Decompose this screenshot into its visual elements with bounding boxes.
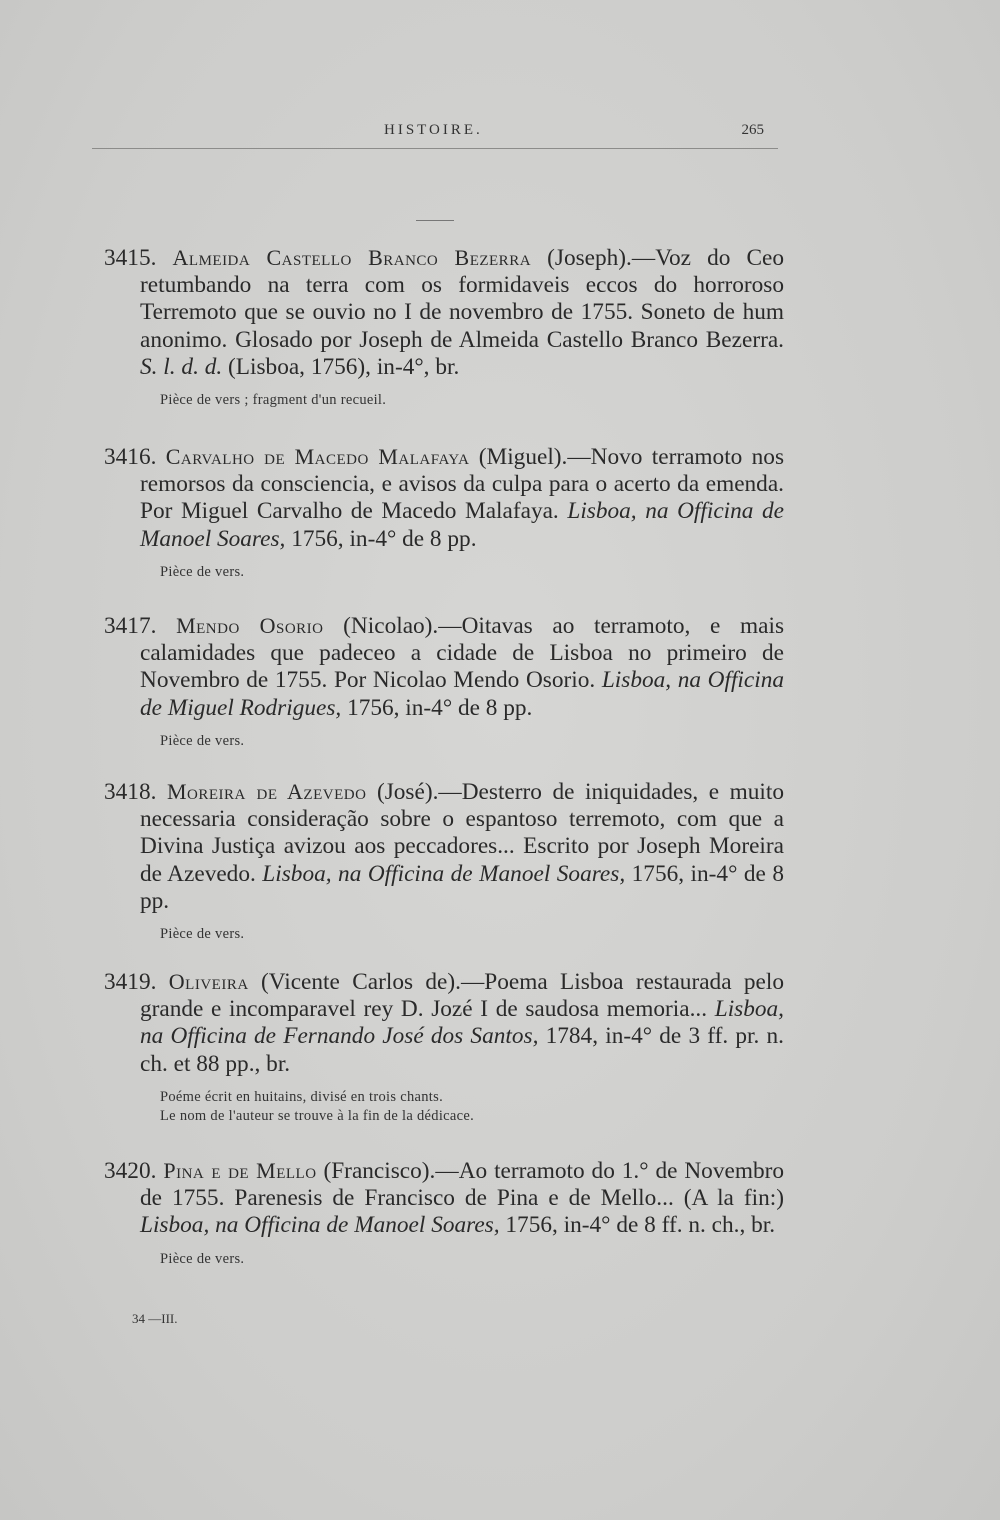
entry-text: —Voz do Ceo retumbando na terra com os formidaveis eccos do horroroso Terremoto que se ouvio no I de novembro de 1755. Soneto de hum anonimo. Glosado por Joseph de Almeida Castello Branco Bezerra.	[140, 245, 784, 353]
bibliography-entry	[104, 244, 784, 410]
entry-author: Carvalho de Macedo Malafaya	[165, 444, 470, 469]
page-number: 265	[741, 122, 764, 138]
bibliography-entry	[104, 778, 784, 944]
entry-imprint: Lisboa, na Officina de Fernando José dos Santos,	[140, 996, 784, 1050]
entry-note: Pièce de vers.	[160, 926, 245, 943]
entry-given-name: (Joseph).	[547, 245, 632, 271]
entry-given-name: (Vicente Carlos de).	[261, 969, 461, 995]
entry-imprint: Lisboa, na Officina de Manoel Soares,	[140, 498, 785, 552]
entry-text: —Desterro de iniquidades, e muito necessaria consideração sobre o espantoso terremoto, com que a Divina Justiça avizou aos peccadores... Escrito por Joseph Moreira de Azevedo.	[140, 779, 784, 887]
bibliography-entry	[104, 968, 784, 1126]
entry-text: —Novo terramoto nos remorsos da consciencia, e avisos da culpa para o acerto da emenda. Por Miguel Carvalho de Macedo Malafaya.	[140, 444, 785, 525]
bibliography-entry	[104, 1157, 784, 1269]
entry-number: 3420.	[104, 1158, 157, 1184]
entry-number: 3415.	[104, 245, 157, 271]
entry-note: Poéme écrit en huitains, divisé en trois chants.	[160, 1088, 443, 1105]
entry-imprint: Lisboa, na Officina de Miguel Rodrigues,	[140, 667, 785, 721]
entry-imprint: S. l. d. d.	[140, 353, 223, 380]
entry-number: 3416.	[104, 444, 157, 470]
entry-tail: (Lisboa, 1756), in-4°, br.	[228, 353, 460, 380]
entry-tail: 1756, in-4° de 8 ff. n. ch., br.	[505, 1212, 776, 1239]
entry-tail: 1784, in-4° de 3 ff. pr. n. ch. et 88 pp., br.	[140, 1023, 785, 1077]
entry-number: 3418.	[104, 779, 157, 805]
section-divider	[416, 220, 454, 221]
entry-imprint: Lisboa, na Officina de Manoel Soares,	[140, 1212, 500, 1239]
entry-author: Pina e de Mello	[163, 1158, 317, 1183]
bibliography-entry	[104, 612, 784, 751]
entry-imprint: Lisboa, na Officina de Manoel Soares,	[262, 860, 626, 887]
entry-author: Mendo Osorio	[176, 613, 324, 638]
entry-given-name: (Francisco).	[323, 1158, 436, 1184]
entry-tail: 1756, in-4° de 8 pp.	[347, 694, 533, 721]
entry-note: Pièce de vers.	[160, 732, 245, 749]
entry-given-name: (José).	[376, 779, 439, 805]
entry-note: Pièce de vers.	[160, 1250, 245, 1267]
entry-number: 3417.	[104, 613, 157, 639]
entry-given-name: (Miguel).	[478, 444, 568, 470]
signature-mark: 34 —III.	[132, 1311, 178, 1326]
bibliography-entry	[104, 443, 784, 582]
entry-text: —Ao terramoto do 1.° de Novembro de 1755. Parenesis de Francisco de Pina e de Mello... (A la fin:)	[140, 1158, 784, 1212]
entry-tail: 1756, in-4° de 8 pp.	[291, 525, 477, 552]
entry-text: —Oitavas ao terramoto, e mais calamidades que padeceo a cidade de Lisboa no primeiro de Novembro de 1755. Por Nicolao Mendo Osorio.	[140, 613, 785, 694]
entry-text: —Poema Lisboa restaurada pelo grande e incomparavel rey D. Jozé I de saudosa memoria...	[140, 969, 785, 1023]
entry-author: Almeida Castello Branco Bezerra	[172, 245, 532, 270]
entry-number: 3419.	[104, 969, 157, 995]
entry-note: Pièce de vers.	[160, 563, 245, 580]
entry-tail: 1756, in-4° de 8 pp.	[140, 860, 784, 914]
entry-note-second: Le nom de l'auteur se trouve à la fin de la dédicace.	[160, 1107, 475, 1124]
header-title: HISTOIRE.	[384, 122, 483, 138]
running-header	[92, 118, 778, 149]
entry-note: Pièce de vers ; fragment d'un recueil.	[160, 392, 387, 409]
entry-author: Oliveira	[168, 969, 249, 994]
entry-author: Moreira de Azevedo	[166, 779, 367, 804]
entry-given-name: (Nicolao).	[343, 613, 439, 639]
